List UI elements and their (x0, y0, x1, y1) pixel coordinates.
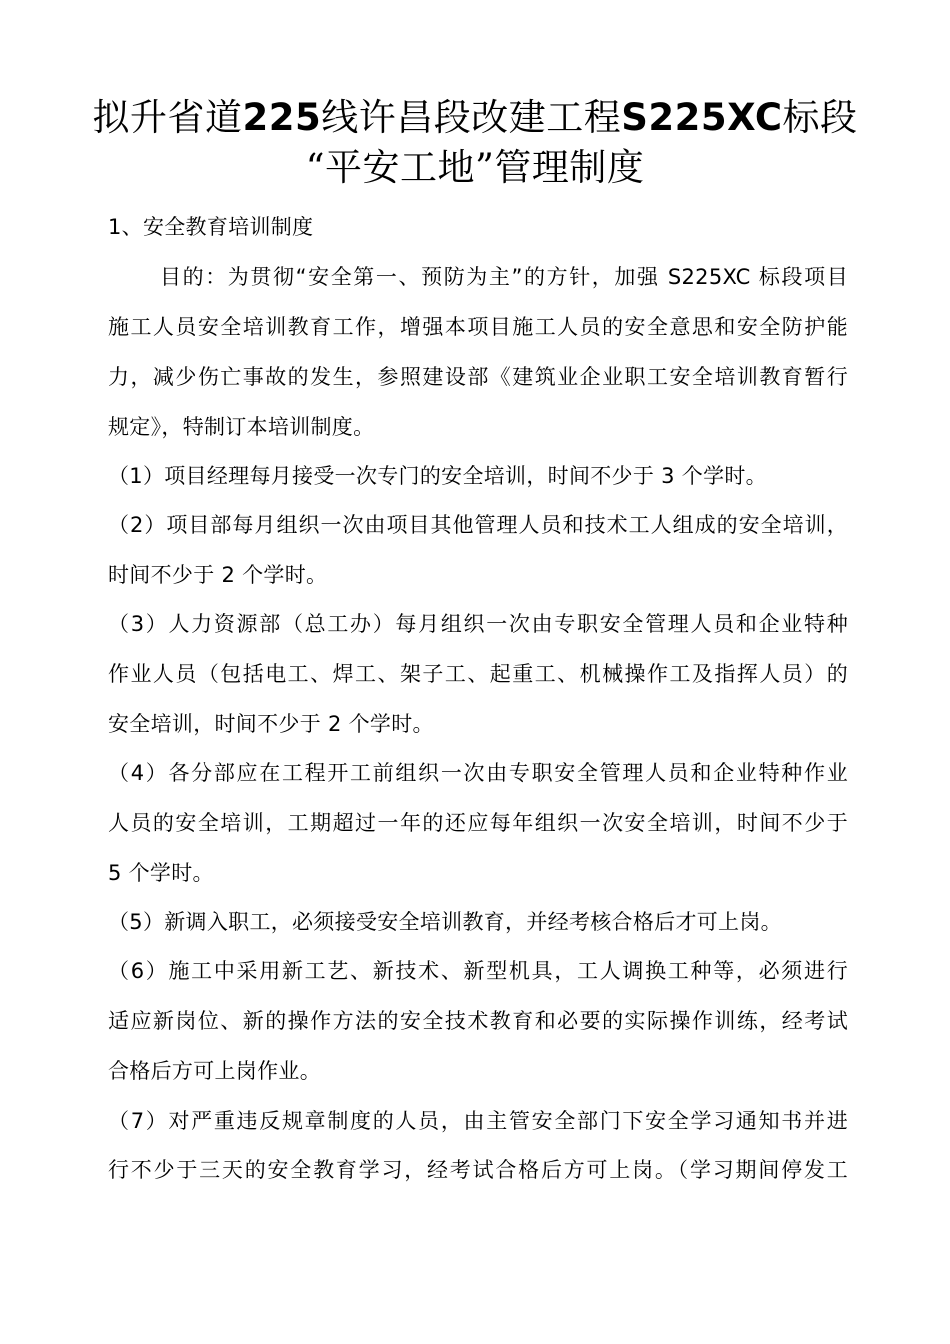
purpose-line: 力，减少伤亡事故的发生，参照建设部《建筑业企业职工安全培训教育暂行 (108, 365, 848, 389)
section-heading: 1、安全教育培训制度 (108, 215, 314, 239)
purpose-line: 规定》，特制订本培训制度。 (108, 415, 375, 439)
rule-item-6-cont: 合格后方可上岗作业。 (108, 1059, 321, 1083)
title-text-c: 标段 (782, 96, 858, 139)
purpose-line: 目的：为贯彻“安全第一、预防为主”的方针，加强 S225XC 标段项目 (160, 265, 848, 289)
rule-item-4-cont: 5 个学时。 (108, 861, 214, 885)
rule-item-3: （3）人力资源部（总工办）每月组织一次由专职安全管理人员和企业特种 (108, 612, 848, 636)
rule-item-7-cont: 行不少于三天的安全教育学习，经考试合格后方可上岗。（学习期间停发工 (108, 1158, 848, 1182)
rule-item-6-cont: 适应新岗位、新的操作方法的安全技术教育和必要的实际操作训练，经考试 (108, 1009, 848, 1033)
title-road-number: 225 (242, 96, 322, 139)
title-text-a: 拟升省道 (92, 96, 243, 139)
document-title-line-1 (60, 94, 890, 142)
rule-item-4: （4）各分部应在工程开工前组织一次由专职安全管理人员和企业特种作业 (108, 761, 848, 785)
document-title-line-2: “平安工地”管理制度 (305, 146, 645, 189)
rule-item-6: （6）施工中采用新工艺、新技术、新型机具，工人调换工种等，必须进行 (108, 959, 848, 983)
rule-item-3-cont: 安全培训，时间不少于 2 个学时。 (108, 712, 434, 736)
rule-item-2-cont: 时间不少于 2 个学时。 (108, 563, 328, 587)
purpose-line: 施工人员安全培训教育工作，增强本项目施工人员的安全意思和安全防护能 (108, 315, 848, 339)
rule-item-2: （2）项目部每月组织一次由项目其他管理人员和技术工人组成的安全培训， (108, 513, 848, 537)
rule-item-5: （5）新调入职工，必须接受安全培训教育，并经考核合格后才可上岗。 (108, 910, 782, 934)
title-text-b: 线许昌段改建工程 (321, 96, 622, 139)
title-section-code: S225XC (621, 96, 783, 139)
rule-item-3-cont: 作业人员（包括电工、焊工、架子工、起重工、机械操作工及指挥人员）的 (108, 662, 848, 686)
rule-item-4-cont: 人员的安全培训，工期超过一年的还应每年组织一次安全培训，时间不少于 (108, 811, 848, 835)
rule-item-1: （1）项目经理每月接受一次专门的安全培训，时间不少于 3 个学时。 (108, 464, 767, 488)
rule-item-7: （7）对严重违反规章制度的人员，由主管安全部门下安全学习通知书并进 (108, 1109, 848, 1133)
